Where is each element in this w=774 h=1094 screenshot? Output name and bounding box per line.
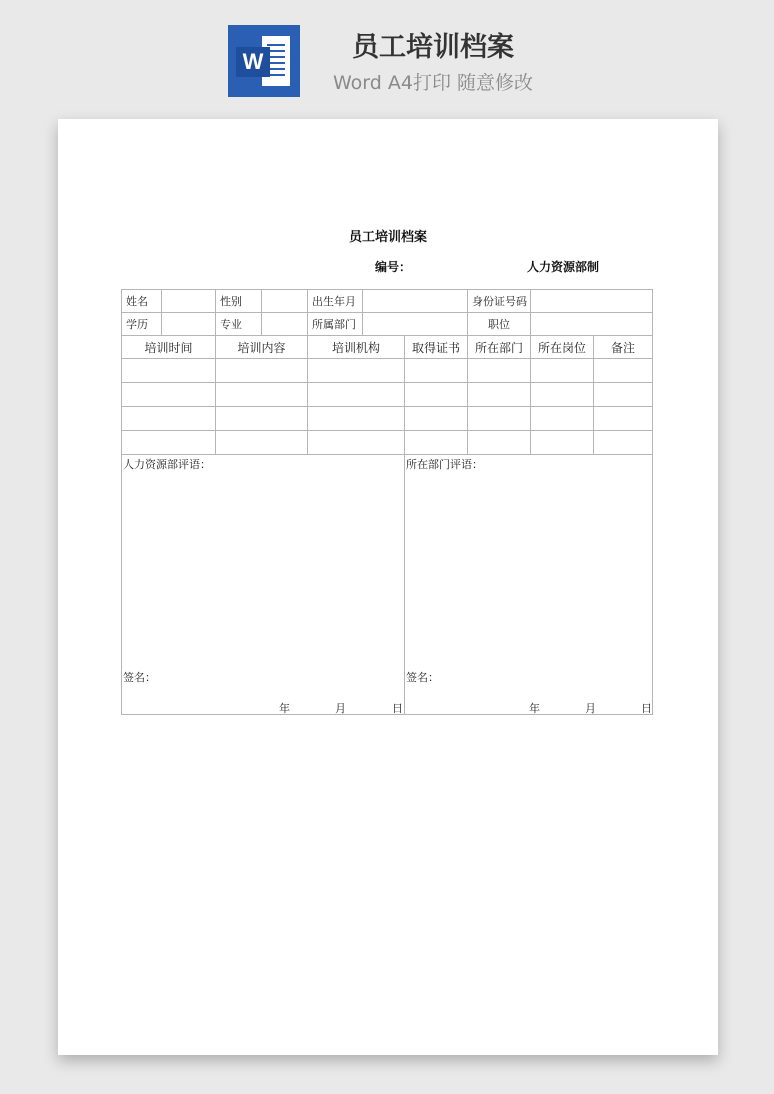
word-icon: [228, 25, 300, 97]
birth-label: 出生年月: [308, 290, 363, 313]
training-form-table: [121, 289, 653, 715]
table-cell[interactable]: [405, 359, 468, 383]
dept-comment-label: 所在部门评语：: [406, 458, 483, 471]
table-cell[interactable]: [122, 407, 216, 431]
header-training-time: 培训时间: [122, 336, 216, 359]
table-cell[interactable]: [308, 359, 405, 383]
dept-month-label: 月: [585, 702, 596, 715]
word-icon-letter: W: [236, 47, 270, 77]
dept-sign-label: 签名：: [406, 671, 439, 684]
banner-title: 员工培训档案: [352, 32, 514, 63]
table-cell[interactable]: [405, 407, 468, 431]
table-row: [122, 407, 653, 431]
hr-comment-cell[interactable]: [122, 455, 405, 715]
header-training-content: 培训内容: [216, 336, 308, 359]
document-page: [58, 119, 718, 1055]
table-cell[interactable]: [122, 359, 216, 383]
table-row: [122, 313, 653, 336]
table-cell[interactable]: [308, 383, 405, 407]
header-post: 所在岗位: [531, 336, 594, 359]
code-label: 编号：: [375, 260, 412, 274]
name-value[interactable]: [162, 290, 216, 313]
comment-row: [122, 455, 653, 715]
table-cell[interactable]: [594, 383, 653, 407]
dept-comment-cell[interactable]: [405, 455, 653, 715]
header-training-institution: 培训机构: [308, 336, 405, 359]
hr-year-label: 年: [279, 702, 290, 715]
table-row: [122, 290, 653, 313]
table-cell[interactable]: [531, 359, 594, 383]
table-row: [122, 431, 653, 455]
table-cell[interactable]: [468, 359, 531, 383]
id-number-value[interactable]: [531, 290, 653, 313]
hr-day-label: 日: [392, 702, 403, 715]
table-row: [122, 359, 653, 383]
table-cell[interactable]: [122, 383, 216, 407]
gender-value[interactable]: [262, 290, 308, 313]
document-title: 员工培训档案: [348, 230, 427, 245]
table-row: [122, 383, 653, 407]
major-value[interactable]: [262, 313, 308, 336]
department-value[interactable]: [363, 313, 468, 336]
table-cell[interactable]: [531, 431, 594, 455]
hr-month-label: 月: [335, 702, 346, 715]
hr-date: [122, 700, 404, 714]
header-certificate: 取得证书: [405, 336, 468, 359]
table-cell[interactable]: [468, 407, 531, 431]
table-cell[interactable]: [531, 383, 594, 407]
position-label: 职位: [468, 313, 531, 336]
table-cell[interactable]: [216, 383, 308, 407]
table-cell[interactable]: [216, 407, 308, 431]
table-cell[interactable]: [468, 383, 531, 407]
dept-date: [405, 700, 652, 714]
hr-sign-label: 签名：: [123, 671, 156, 684]
dept-day-label: 日: [641, 702, 652, 715]
dept-label: 人力资源部制: [527, 260, 600, 274]
department-label: 所属部门: [308, 313, 363, 336]
table-header-row: [122, 336, 653, 359]
banner: [0, 0, 774, 110]
gender-label: 性别: [216, 290, 262, 313]
position-value[interactable]: [531, 313, 653, 336]
header-department: 所在部门: [468, 336, 531, 359]
table-cell[interactable]: [216, 431, 308, 455]
education-value[interactable]: [162, 313, 216, 336]
dept-year-label: 年: [529, 702, 540, 715]
name-label: 姓名: [122, 290, 162, 313]
table-cell[interactable]: [308, 407, 405, 431]
banner-subtitle: Word A4打印 随意修改: [332, 72, 533, 94]
major-label: 专业: [216, 313, 262, 336]
table-cell[interactable]: [468, 431, 531, 455]
table-cell[interactable]: [405, 383, 468, 407]
table-cell[interactable]: [594, 359, 653, 383]
education-label: 学历: [122, 313, 162, 336]
table-cell[interactable]: [531, 407, 594, 431]
table-cell[interactable]: [308, 431, 405, 455]
hr-comment-label: 人力资源部评语：: [123, 458, 211, 471]
header-remarks: 备注: [594, 336, 653, 359]
table-cell[interactable]: [405, 431, 468, 455]
table-cell[interactable]: [122, 431, 216, 455]
table-cell[interactable]: [594, 407, 653, 431]
table-cell[interactable]: [216, 359, 308, 383]
birth-value[interactable]: [363, 290, 468, 313]
id-number-label: 身份证号码: [468, 290, 531, 313]
table-cell[interactable]: [594, 431, 653, 455]
